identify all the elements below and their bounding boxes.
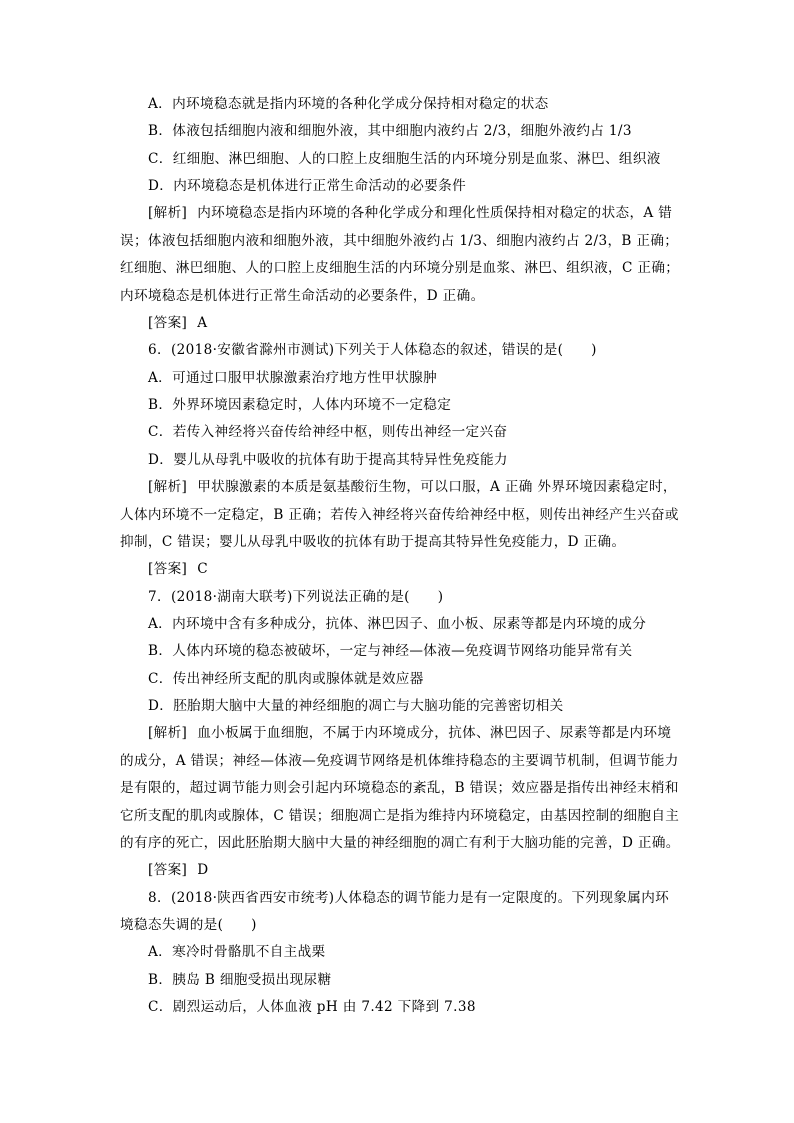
q5-answer-value: A [197,315,208,331]
q8-option-a: A．寒冷时骨骼肌不自主战栗 [148,944,326,960]
q7-explanation-tag: [解析] [148,725,188,741]
q5-option-b: B．体液包括细胞内液和细胞外液，其中细胞内液约占 2/3，细胞外液约占 1/3 [148,123,632,139]
q6-answer-tag: [答案] [148,561,188,577]
q7-explanation-line-4: 它所支配的肌肉或腺体，C 错误；细胞凋亡是指为维持内环境稳定，由基因控制的细胞自主 [120,808,680,824]
q7-explanation-line-2: 的成分，A 错误；神经—体液—免疫调节网络是机体维持稳态的主要调节机制，但调节能力 [120,753,679,769]
q7-option-c: C．传出神经所支配的肌肉或腺体就是效应器 [148,671,424,687]
q8-stem-line-2: 境稳态失调的是( ) [120,917,257,933]
q6-stem: 6．(2018·安徽省滁州市测试)下列关于人体稳态的叙述，错误的是( ) [148,342,597,358]
q5-option-c: C．红细胞、淋巴细胞、人的口腔上皮细胞生活的内环境分别是血浆、淋巴、组织液 [148,151,661,167]
q7-answer-tag: [答案] [148,862,188,878]
q7-explanation-line-5: 的有序的死亡，因此胚胎期大脑中大量的神经细胞的凋亡有利于大脑功能的完善，D 正确。 [120,835,680,851]
q5-answer-tag: [答案] [148,315,188,331]
q5-option-a: A．内环境稳态就是指内环境的各种化学成分保持相对稳定的状态 [148,96,549,112]
q6-option-a: A．可通过口服甲状腺激素治疗地方性甲状腺肿 [148,370,438,386]
q8-option-b: B．胰岛 B 细胞受损出现尿糖 [148,972,332,988]
q6-explanation-tag: [解析] [148,479,188,495]
q7-explanation-line-1: [解析] 血小板属于血细胞，不属于内环境成分，抗体、淋巴因子、尿素等都是内环境 [148,725,672,741]
q7-answer [148,860,208,880]
q5-explanation-line-2: 误；体液包括细胞内液和细胞外液，其中细胞外液约占 1/3、细胞内液约占 2/3，B 正确； [120,233,679,249]
q6-explanation-line-1: [解析] 甲状腺激素的本质是氨基酸衍生物，可以口服，A 正确 外界环境因素稳定时， [148,479,677,495]
q6-answer-value: C [197,561,208,577]
q5-answer [148,313,207,333]
q5-explanation-line-3: 红细胞、淋巴细胞、人的口腔上皮细胞生活的内环境分别是血浆、淋巴、组织液，C 正确； [120,260,680,276]
q6-explanation-line-2: 人体内环境不一定稳定，B 正确；若传入神经将兴奋传给神经中枢，则传出神经产生兴奋或 [120,507,679,523]
q7-explanation-line-3: 是有限的，超过调节能力则会引起内环境稳态的紊乱，B 错误；效应器是指传出神经末梢和 [120,780,679,796]
q5-explanation-line-4: 内环境稳态是机体进行正常生命活动的必要条件，D 正确。 [120,288,485,304]
q6-option-b: B．外界环境因素稳定时，人体内环境不一定稳定 [148,397,452,413]
q7-option-b: B．人体内环境的稳态被破坏，一定与神经—体液—免疫调节网络功能异常有关 [148,643,633,659]
q5-option-d: D．内环境稳态是机体进行正常生命活动的必要条件 [148,178,467,194]
q6-answer [148,559,208,579]
q6-explanation-line-3: 抑制，C 错误；婴儿从母乳中吸收的抗体有助于提高其特异性免疫能力，D 正确。 [120,534,626,550]
q5-explanation-line-1: [解析] 内环境稳态是指内环境的各种化学成分和理化性质保持相对稳定的状态，A 错 [148,205,673,221]
q7-answer-value: D [197,862,209,878]
q8-option-c: C．剧烈运动后，人体血液 pH 由 7.42 下降到 7.38 [148,999,476,1015]
q6-option-c: C．若传入神经将兴奋传给神经中枢，则传出神经一定兴奋 [148,424,508,440]
q7-option-d: D．胚胎期大脑中大量的神经细胞的凋亡与大脑功能的完善密切相关 [148,698,564,714]
q8-stem-line-1: 8．(2018·陕西省西安市统考)人体稳态的调节能力是有一定限度的。下列现象属内环 [148,890,670,906]
q5-explanation-tag: [解析] [148,205,188,221]
q7-stem: 7．(2018·湖南大联考)下列说法正确的是( ) [148,589,444,605]
q7-option-a: A．内环境中含有多种成分，抗体、淋巴因子、血小板、尿素等都是内环境的成分 [148,616,647,632]
q6-option-d: D．婴儿从母乳中吸收的抗体有助于提高其特异性免疫能力 [148,452,508,468]
